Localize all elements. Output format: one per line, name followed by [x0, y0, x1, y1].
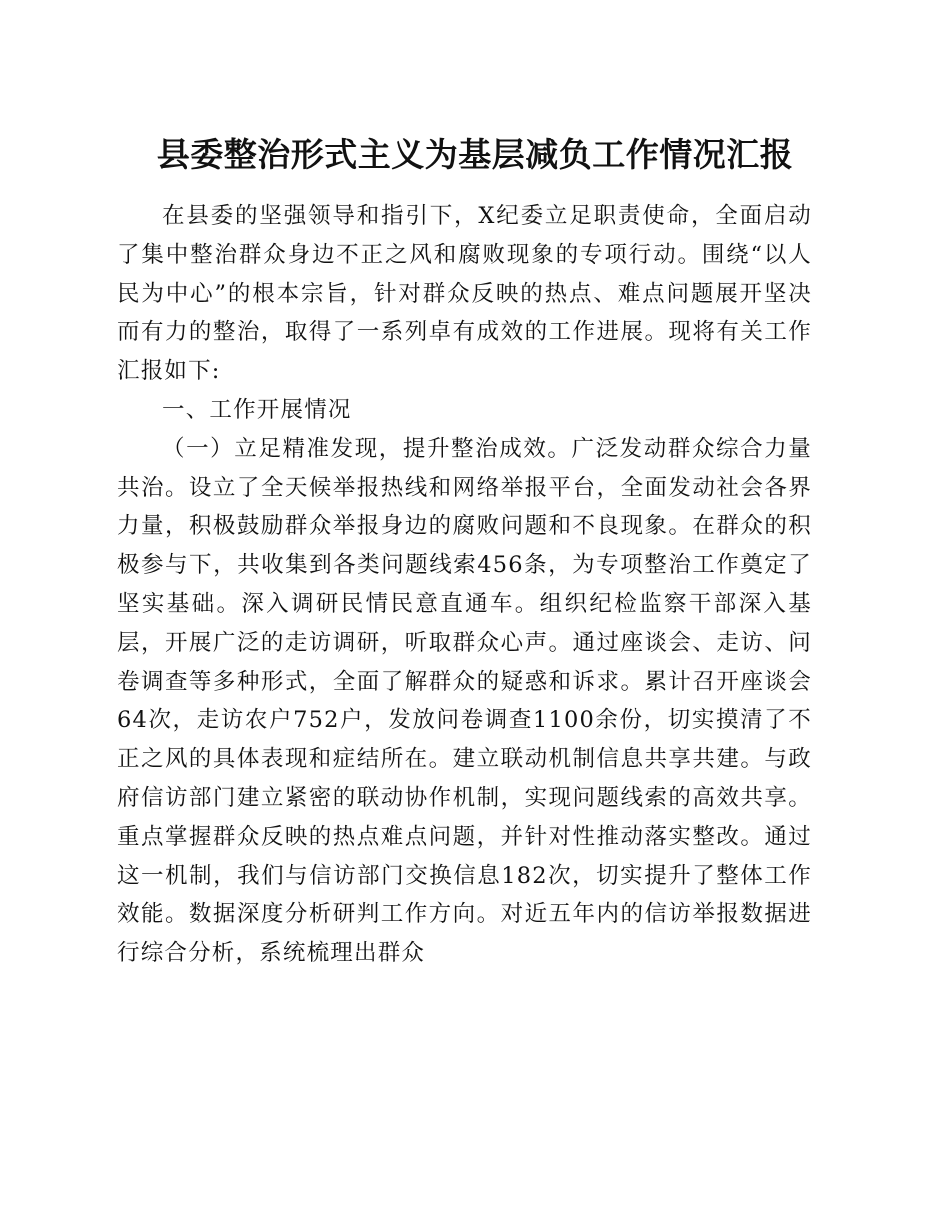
section-heading: 一、工作开展情况 [162, 396, 352, 423]
body-paragraph: （一）立足精准发现，提升整治成效。广泛发动群众综合力量共治。设立了全天候举报热线和网络举报平台，全面发动社会各界力量，积极鼓励群众举报身边的腐败问题和不良现象。在群众的积极参与下，共收集到各类问题线索456条，为专项整治工作奠定了坚实基础。深入调研民情民意直通车。组织纪检监察干部深入基层，开展广泛的走访调研，听取群众心声。通过座谈会、走访、问卷调查等多种形式，全面了解群众的疑惑和诉求。累计召开座谈会64次，走访农户752户，发放问卷调查1100余份，切实摸清了不正之风的具体表现和症结所在。建立联动机制信息共享共建。与政府信访部门建立紧密的联动协作机制，实现问题线索的高效共享。重点掌握群众反映的热点难点问题，并针对性推动落实整改。通过这一机制，我们与信访部门交换信息182次，切实提升了整体工作效能。数据深度分析研判工作方向。对近五年内的信访举报数据进行综合分析，系统梳理出群众 [117, 435, 812, 967]
document-title: 县委整治形式主义为基层减负工作情况汇报 [156, 135, 794, 174]
intro-paragraph: 在县委的坚强领导和指引下，X纪委立足职责使命，全面启动了集中整治群众身边不正之风和腐败现象的专项行动。围绕“以人民为中心”的根本宗旨，针对群众反映的热点、难点问题展开坚决而有力的整治，取得了一系列卓有成效的工作进展。现将有关工作汇报如下: [117, 203, 812, 385]
document-body [117, 197, 812, 973]
